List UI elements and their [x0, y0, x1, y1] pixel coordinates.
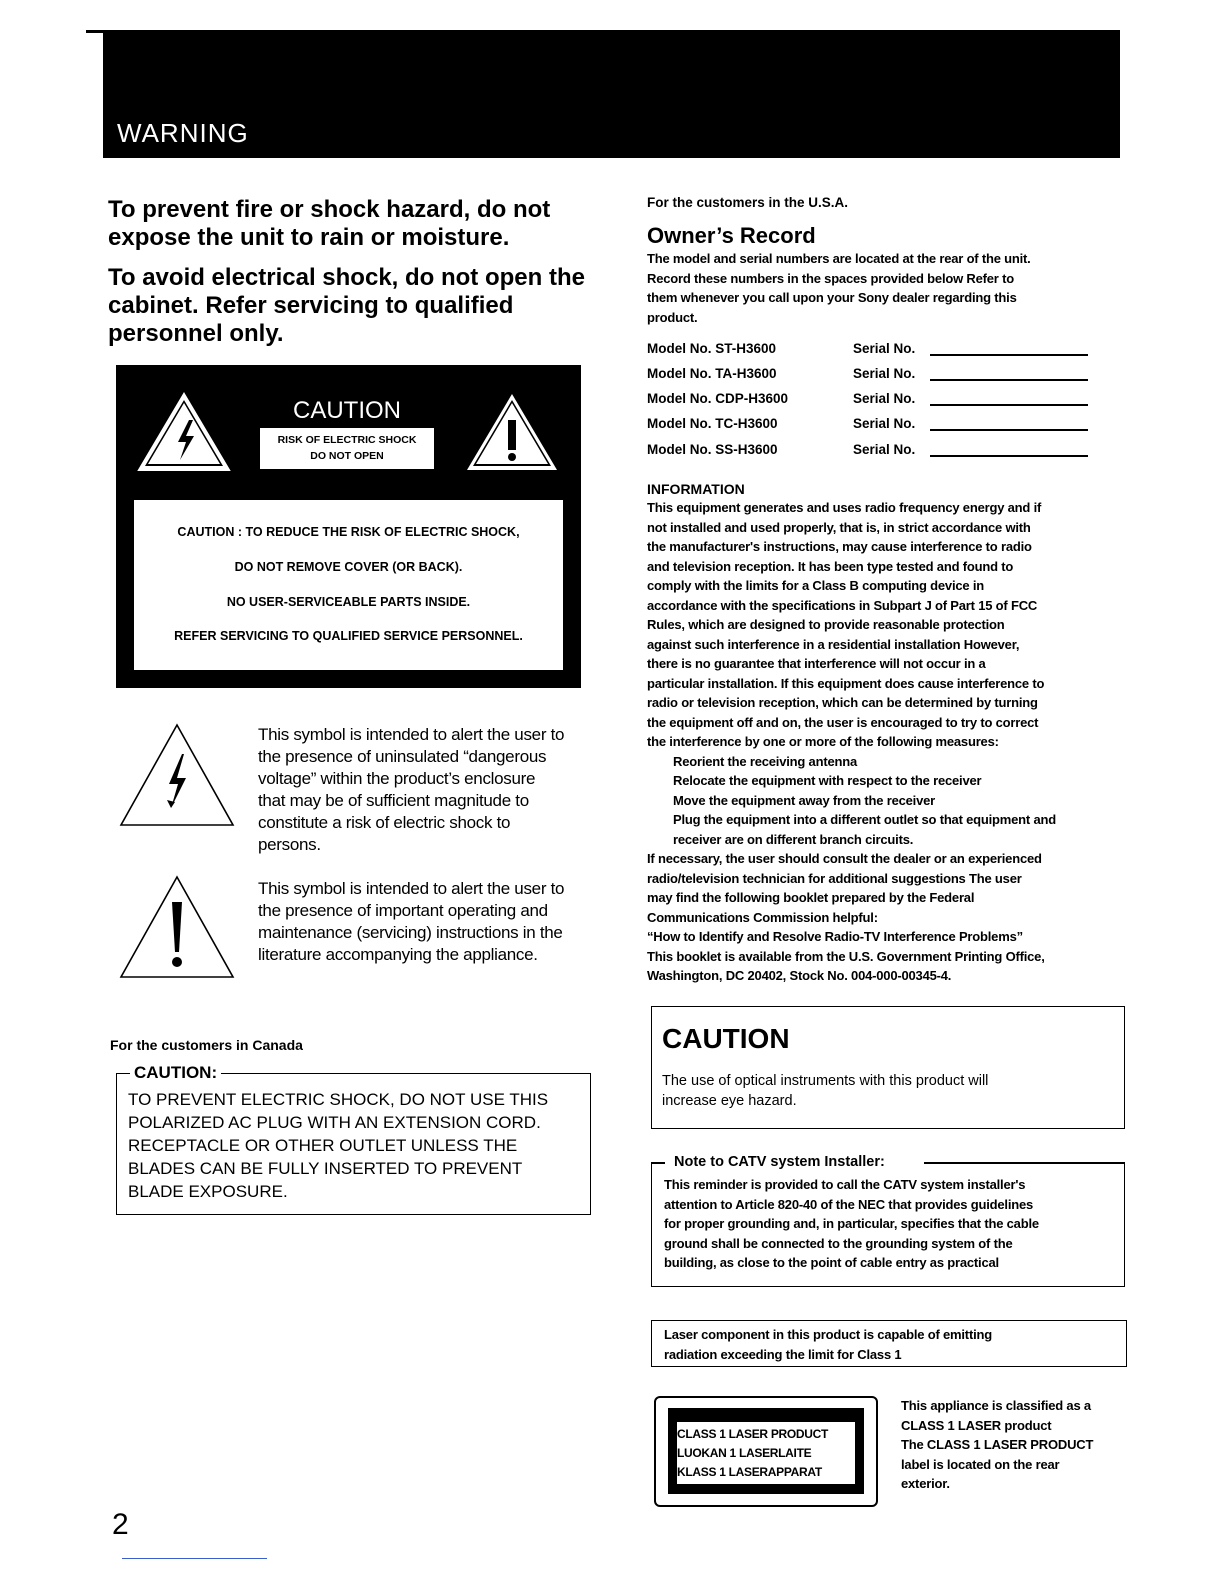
text-line: the presence of uninsulated “dangerous — [258, 747, 547, 766]
text-line: comply with the limits for a Class B computing device in — [647, 578, 984, 593]
text-line: particular installation. If this equipment does cause interference to — [647, 675, 1045, 691]
lightning-symbol-description — [258, 724, 564, 856]
list-item: Move the equipment away from the receiver — [673, 792, 935, 808]
text-line: the interference by one or more of the following measures: — [647, 734, 999, 749]
caution-label — [259, 393, 435, 470]
laser-label-line: KLASS 1 LASERAPPARAT — [677, 1465, 822, 1479]
catv-box-rule — [924, 1162, 1125, 1164]
text-line: increase eye hazard. — [662, 1093, 797, 1109]
serial-blank — [930, 404, 1088, 406]
warning-line: personnel only. — [108, 320, 284, 347]
serial-blank — [930, 379, 1088, 381]
caution-panel-text — [134, 500, 563, 670]
text-line: attention to Article 820-40 of the NEC that provides guidelines — [664, 1196, 1034, 1212]
model-number: Model No. ST-H3600 — [647, 341, 777, 356]
catv-note-text — [664, 1175, 1039, 1273]
text-line: The CLASS 1 LASER PRODUCT — [901, 1437, 1094, 1452]
text-line: BLADES CAN BE FULLY INSERTED TO PREVENT — [128, 1159, 523, 1178]
exclamation-symbol-icon — [118, 874, 236, 980]
text-line: against such interference in a residential installation However, — [647, 636, 1020, 652]
text-line: may find the following booklet prepared by the Federal — [647, 890, 975, 905]
model-number: Model No. TA-H3600 — [647, 366, 777, 381]
text-line: not installed and used properly, that is, in strict accordance with — [647, 519, 1031, 535]
text-line: the presence of important operating and — [258, 901, 548, 920]
model-number: Model No. CDP-H3600 — [647, 391, 789, 406]
text-line: and television reception. It has been type tested and found to — [647, 558, 1014, 574]
text-line: This equipment generates and uses radio frequency energy and if — [647, 500, 1042, 515]
page-footer-line — [122, 1558, 267, 1559]
caution-panel-line: CAUTION : TO REDUCE THE RISK OF ELECTRIC SHOCK, — [177, 525, 520, 539]
text-line: Communications Commission helpful: — [647, 909, 878, 925]
serial-blank — [930, 429, 1088, 431]
text-line: them whenever you call upon your Sony dealer regarding this — [647, 290, 1017, 305]
catv-note-legend: Note to CATV system Installer: — [674, 1154, 885, 1170]
warning-line: To prevent fire or shock hazard, do not — [108, 196, 551, 223]
list-item: Reorient the receiving antenna — [673, 753, 857, 769]
laser-label-text — [677, 1422, 855, 1484]
text-line: CLASS 1 LASER product — [901, 1417, 1052, 1433]
caution-label-line: DO NOT OPEN — [310, 450, 384, 462]
page-title: WARNING — [117, 118, 249, 148]
text-line: Record these numbers in the spaces provided below Refer to — [647, 270, 1014, 286]
warning-electrical-shock — [108, 264, 585, 348]
text-line: Washington, DC 20402, Stock No. 004-000-00345-4. — [647, 968, 952, 983]
serial-blank — [930, 455, 1088, 457]
laser-label-line: LUOKAN 1 LASERLAITE — [677, 1446, 812, 1460]
serial-blank — [930, 354, 1088, 356]
model-number: Model No. TC-H3600 — [647, 416, 778, 431]
text-line: RECEPTACLE OR OTHER OUTLET UNLESS THE — [128, 1136, 518, 1155]
warning-fire-shock — [108, 196, 550, 252]
optical-caution-box — [651, 1006, 1125, 1129]
canada-caution-legend: CAUTION: — [130, 1063, 221, 1083]
laser-note-box — [651, 1320, 1127, 1367]
serial-label: Serial No. — [853, 341, 916, 356]
model-row — [647, 366, 1117, 386]
canada-heading: For the customers in Canada — [110, 1037, 303, 1053]
lightning-symbol-icon — [118, 722, 236, 828]
list-item: Relocate the equipment with respect to the receiver — [673, 773, 982, 788]
text-line: accordance with the specifications in Subpart J of Part 15 of FCC — [647, 597, 1038, 613]
caution-panel-line: REFER SERVICING TO QUALIFIED SERVICE PERSONNEL. — [174, 629, 523, 643]
text-line: exterior. — [901, 1476, 950, 1491]
model-row — [647, 442, 1117, 462]
text-line: This symbol is intended to alert the user to — [258, 725, 565, 744]
model-row — [647, 391, 1117, 411]
optical-caution-title: CAUTION — [662, 1023, 790, 1054]
text-line: This appliance is classified as a — [901, 1398, 1091, 1413]
text-line: radiation exceeding the limit for Class 1 — [664, 1346, 902, 1362]
text-line: literature accompanying the appliance. — [258, 945, 538, 964]
list-item: receiver are on different branch circuits. — [673, 831, 914, 847]
model-row — [647, 416, 1117, 436]
text-line: This booklet is available from the U.S. Government Printing Office, — [647, 948, 1045, 964]
text-line: This reminder is provided to call the CATV system installer's — [664, 1177, 1026, 1192]
lightning-warning-icon — [136, 390, 232, 474]
laser-note-text — [664, 1325, 992, 1364]
measures-list — [647, 752, 1056, 850]
text-line: TO PREVENT ELECTRIC SHOCK, DO NOT USE THIS — [128, 1090, 549, 1109]
text-line: The model and serial numbers are located at the rear of the unit. — [647, 251, 1031, 266]
serial-label: Serial No. — [853, 416, 916, 431]
header-bar — [103, 30, 1120, 158]
text-line: radio or television reception, which can be determined by turning — [647, 695, 1038, 710]
text-line: label is located on the rear — [901, 1456, 1060, 1472]
information-heading: INFORMATION — [647, 481, 745, 497]
text-line: This symbol is intended to alert the user to — [258, 879, 565, 898]
text-line: product. — [647, 309, 698, 325]
caution-label-line: RISK OF ELECTRIC SHOCK — [277, 434, 417, 446]
text-line: that may be of sufficient magnitude to — [258, 791, 529, 810]
serial-label: Serial No. — [853, 366, 916, 381]
laser-label-line: CLASS 1 LASER PRODUCT — [677, 1427, 829, 1441]
canada-caution-text — [128, 1088, 583, 1203]
text-line: The use of optical instruments with this product will — [662, 1073, 989, 1089]
text-line: there is no guarantee that interference will not occur in a — [647, 656, 986, 671]
model-row — [647, 341, 1117, 361]
warning-line: expose the unit to rain or moisture. — [108, 224, 510, 251]
text-line: the equipment off and on, the user is encouraged to try to correct — [647, 714, 1039, 730]
page-number: 2 — [112, 1508, 129, 1541]
text-line: “How to Identify and Resolve Radio-TV Interference Problems” — [647, 929, 1023, 944]
text-line: maintenance (servicing) instructions in the — [258, 923, 563, 942]
text-line: Rules, which are designed to provide reasonable protection — [647, 617, 1005, 632]
warning-line: cabinet. Refer servicing to qualified — [108, 292, 514, 319]
text-line: voltage” within the product’s enclosure — [258, 769, 536, 788]
text-line: persons. — [258, 835, 321, 854]
serial-label: Serial No. — [853, 391, 916, 406]
text-line: constitute a risk of electric shock to — [258, 813, 511, 832]
text-line: for proper grounding and, in particular, specifies that the cable — [664, 1216, 1039, 1231]
text-line: BLADE EXPOSURE. — [128, 1182, 288, 1201]
warning-line: To avoid electrical shock, do not open the — [108, 264, 585, 291]
laser-classification-text — [901, 1396, 1093, 1494]
owners-record-title: Owner’s Record — [647, 223, 816, 248]
exclamation-symbol-description — [258, 878, 564, 966]
text-line: If necessary, the user should consult the dealer or an experienced — [647, 851, 1042, 866]
caution-label-heading: CAUTION — [260, 394, 434, 428]
optical-caution-text — [662, 1071, 988, 1111]
information-text — [647, 498, 1056, 986]
text-line: Laser component in this product is capable of emitting — [664, 1327, 992, 1342]
serial-label: Serial No. — [853, 442, 916, 457]
caution-panel-line: NO USER-SERVICEABLE PARTS INSIDE. — [226, 595, 471, 609]
text-line: radio/television technician for additional suggestions The user — [647, 870, 1022, 886]
model-number: Model No. SS-H3600 — [647, 442, 778, 457]
caution-panel-line: DO NOT REMOVE COVER (OR BACK). — [234, 560, 463, 574]
list-item: Plug the equipment into a different outlet so that equipment and — [673, 812, 1056, 827]
text-line: the manufacturer's instructions, may cause interference to radio — [647, 539, 1032, 554]
caution-panel — [116, 365, 581, 688]
catv-box-rule — [651, 1162, 665, 1164]
usa-heading: For the customers in the U.S.A. — [647, 195, 849, 210]
owners-record-text — [647, 249, 1031, 327]
caution-panel-top — [116, 365, 581, 493]
exclamation-warning-icon — [464, 390, 560, 474]
text-line: ground shall be connected to the grounding system of the — [664, 1235, 1013, 1251]
text-line: building, as close to the point of cable entry as practical — [664, 1255, 999, 1270]
text-line: POLARIZED AC PLUG WITH AN EXTENSION CORD. — [128, 1113, 541, 1132]
